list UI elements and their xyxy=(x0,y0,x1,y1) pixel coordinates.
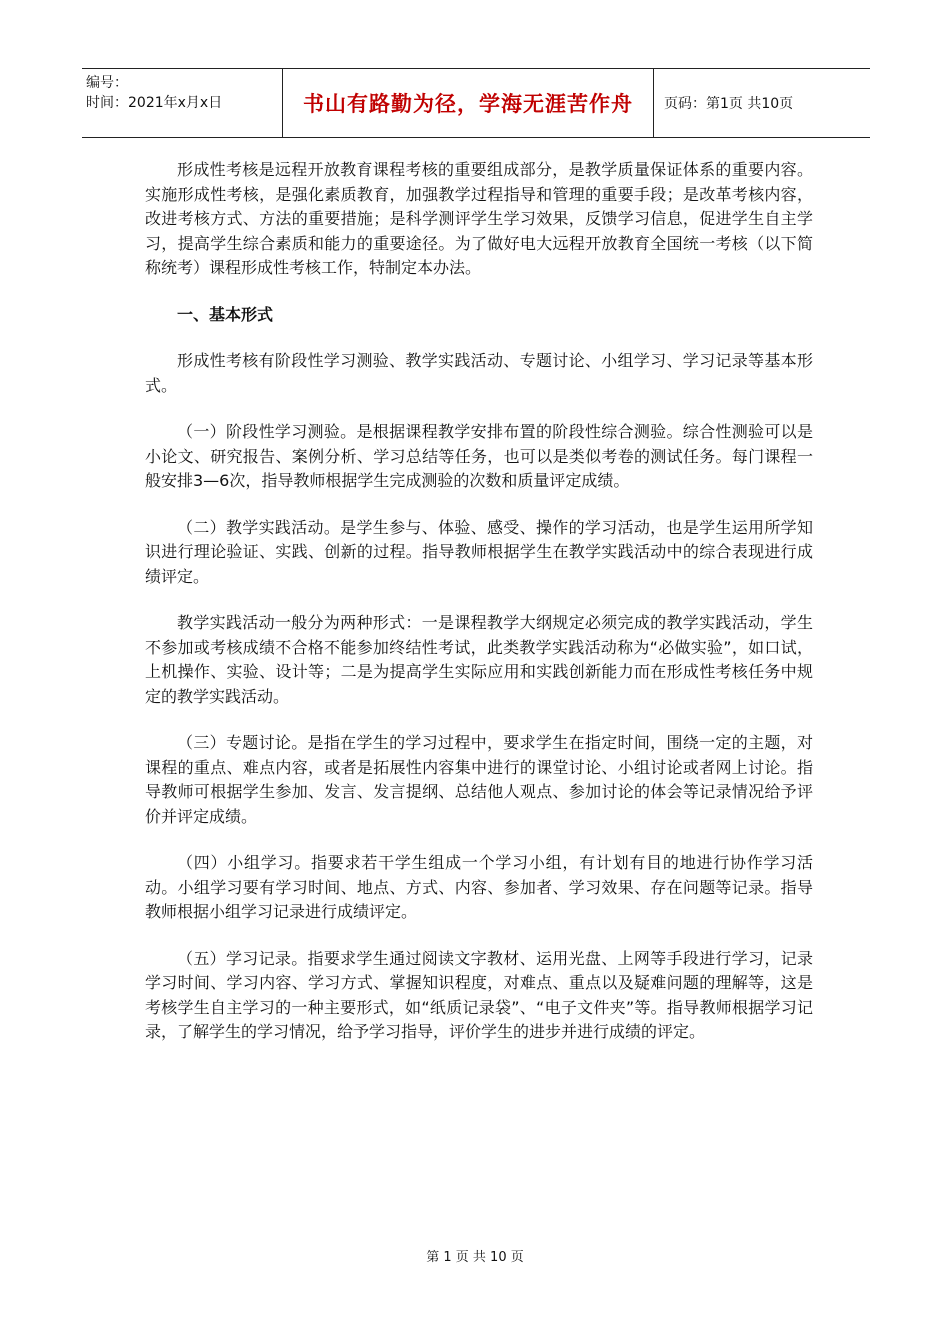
page-header xyxy=(82,68,870,138)
paragraph-item-2: （二）教学实践活动。是学生参与、体验、感受、操作的学习活动，也是学生运用所学知识进行理论验证、实践、创新的过程。指导教师根据学生在教学实践活动中的综合表现进行成绩评定。 xyxy=(145,517,813,586)
document-body xyxy=(145,158,813,1067)
paragraph-item-1: （一）阶段性学习测验。是根据课程教学安排布置的阶段性综合测验。综合性测验可以是小论文、研究报告、案例分析、学习总结等任务，也可以是类似考卷的测试任务。每门课程一般安排3—6次，指导教师根据学生完成测验的次数和质量评定成绩。 xyxy=(145,422,813,490)
paragraph-item-3: （三）专题讨论。是指在学生的学习过程中，要求学生在指定时间，围绕一定的主题，对课程的重点、难点内容，或者是拓展性内容集中进行的课堂讨论、小组讨论或者网上讨论。指导教师可根据学生参加、发言、发言提纲、总结他人观点、参加讨论的体会等记录情况给予评价并评定成绩。 xyxy=(145,733,813,826)
paragraph-item-2-detail: 教学实践活动一般分为两种形式：一是课程教学大纲规定必须完成的教学实践活动，学生不参加或考核成绩不合格不能参加终结性考试，此类教学实践活动称为“必做实验”，如口试，上机操作、实验、设计等；二是为提高学生实际应用和实践创新能力而在形成性考核任务中规定的教学实践活动。 xyxy=(145,613,813,706)
paragraph-forms: 形成性考核有阶段性学习测验、教学实践活动、专题讨论、小组学习、学习记录等基本形式。 xyxy=(145,351,813,395)
header-page-info: 页码：第1页 共10页 xyxy=(664,96,794,112)
paragraph-item-4: （四）小组学习。指要求若干学生组成一个学习小组，有计划有目的地进行协作学习活动。小组学习要有学习时间、地点、方式、内容、参加者、学习效果、存在问题等记录。指导教师根据小组学习记录进行成绩评定。 xyxy=(145,853,813,921)
document-number: 编号： xyxy=(86,75,128,91)
paragraph-item-5: （五）学习记录。指要求学生通过阅读文字教材、运用光盘、上网等手段进行学习，记录学习时间、学习内容、学习方式、掌握知识程度，对难点、重点以及疑难问题的理解等，这是考核学生自主学习的一种主要形式，如“纸质记录袋”、“电子文件夹”等。指导教师根据学习记录，了解学生的学习情况，给予学习指导，评价学生的进步并进行成绩的评定。 xyxy=(145,948,813,1041)
intro-paragraph: 形成性考核是远程开放教育课程考核的重要组成部分，是教学质量保证体系的重要内容。实施形成性考核，是强化素质教育，加强教学过程指导和管理的重要手段；是改革考核内容，改进考核方式、方法的重要措施；是科学测评学生学习效果，反馈学习信息，促进学生自主学习，提高学生综合素质和能力的重要途径。为了做好电大远程开放教育全国统一考核（以下简称统考）课程形成性考核工作，特制定本办法。 xyxy=(145,160,813,277)
document-date: 时间：2021年x月x日 xyxy=(86,95,223,111)
header-meta xyxy=(82,69,282,137)
page-footer: 第 1 页 共 10 页 xyxy=(426,1250,524,1265)
section-heading: 一、基本形式 xyxy=(177,304,274,324)
header-motto: 书山有路勤为径，学海无涯苦作舟 xyxy=(282,69,654,137)
